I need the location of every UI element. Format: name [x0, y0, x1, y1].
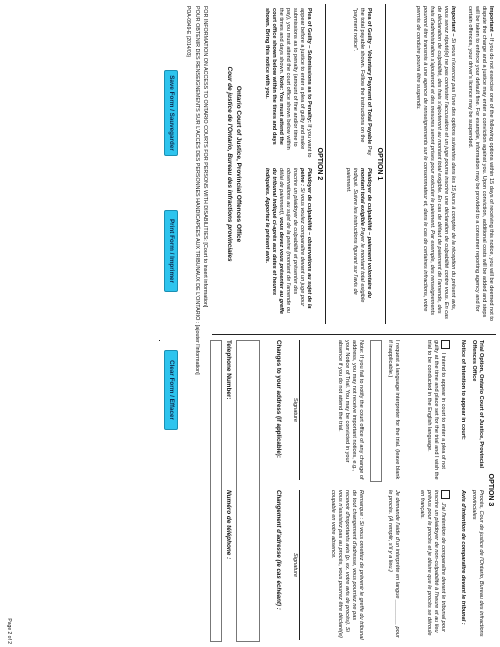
important-notice-fr: Important – Si vous n'exercez pas l'une des options suivantes dans les 15 jours à compter de la réception du présent avis, vous serez réputé(e) ne pas contester l'accusation et un juge pourra inscrire une déclaration de culpabilité contre vous. En cas de déclaration de culpabilité, des frais s'ajouteront au montant total exigible. En cas de défaut de paiement de l'amende, des frais d'administration s'ajouteront et des mesures seront prises pour exécuter le paiement. Par exemple, des renseignements pourront être transmis à une agence de renseignements sur le consommateur et, dans le cas de certaines infractions, votre permis de conduire pourra être suspendu.: [415, 6, 456, 319]
interpreter-request-fr: Je demande l'aide d'un interprète en langue ________ pour le procès. (À remplir, s'il y a lieu.): [387, 490, 400, 638]
notice-intention-fr: Avis d'intention de comparaître devant le tribunal :: [460, 490, 466, 625]
accessibility-fr: POUR OBTENIR DES RENSEIGNEMENTS SUR L'ACCÈS DES PERSONNES HANDICAPÉES AUX TRIBUNAUX DE L'ONTARIO : [ajouter l'information]: [194, 6, 200, 375]
court-office-en: Ontario Court of Justice, Provincial Offences Office: [235, 85, 242, 243]
court-office-fr: Cour de justice de l'Ontario, Bureau des infractions provinciales: [226, 66, 233, 262]
address-change-fr: Changement d'adresse (le cas échéant) :: [275, 490, 282, 610]
vertical-divider: [212, 334, 496, 335]
trial-option-en: Trial Option, Ontario Court of Justice, Provincial Offences Office: [471, 340, 484, 469]
option1-fr: Plaidoyer de culpabilité – paiement volontaire du montant total exigible Payer le montant total exigible indiqué. Suivre les instructions figurant sur l'avis de paiement.: [345, 168, 372, 303]
address-change-en: Changes to your address (if applicable):: [275, 340, 282, 458]
interpreter-request-en: I request a language interpreter for the trial. (leave blank if inapplicable.): [387, 340, 400, 480]
save-form-button[interactable]: Save Form / Sauvegarder: [164, 70, 178, 156]
note-en: Note: If you fail to notify the court office of any change of address, you may not receive important notices, e.g., your Notice of Trial. You may be convicted in your absence if you do not attend the trial.: [337, 340, 364, 480]
french-trial-checkbox[interactable]: [441, 490, 450, 499]
signature-line-fr: [299, 490, 300, 640]
divider: [325, 4, 326, 324]
signature-label-fr: Signature: [292, 553, 298, 577]
important-notice-en: Important – If you do not exercise one of the following options within 15 days of receiving this notice, you will be deemed not to dispute the charge and a justice may enter a conviction against you. Upon conviction, additional costs will be added and steps will be taken to enforce your default fine. For example, information may be provided to a consumer reporting agency and for certain offences, your driver's licence may be suspended.: [467, 6, 494, 321]
english-trial-choice[interactable]: I intend to appear in court to enter a plea of not guilty at the time and place set for the trial and I wish the trial to be conducted in the English language.: [425, 340, 450, 482]
telephone-label-fr: Numéro de téléphone :: [225, 490, 232, 560]
accessibility-en: FOR INFORMATION ON ACCESS TO ONTARIO COURTS FOR PERSONS WITH DISABILITIES: [Court to insert information]: [202, 6, 208, 308]
form-code: POA-0949-E (2014/03): [185, 6, 191, 58]
english-trial-checkbox[interactable]: [441, 340, 450, 349]
signature-line-en: [299, 340, 300, 480]
page-number: Page 2 of 2: [6, 618, 12, 644]
option1-en: Plea of Guilty – Voluntary Payment of Total Payable Pay the total payable shown. Follow the instructions on the "payment notice".: [352, 8, 372, 156]
option3-title: OPTION 3: [487, 473, 494, 507]
signature-label-en: Signature: [292, 398, 298, 422]
clear-form-button[interactable]: Clear Form / Effacer: [164, 350, 178, 430]
spacer: [159, 340, 160, 341]
trial-option-fr: Procès, Cour de justice de l'Ontario, Bureau des infractions provinciales: [471, 490, 484, 637]
divider: [385, 4, 386, 324]
option1-title: OPTION 1: [376, 147, 383, 181]
note-fr: Remarque : Si vous omettez de prévenir le greffe du tribunal de tout changement d'adresse, vous pourriez ne pas recevoir d'importants avis (p. ex. votre avis de procès). Si vous n'assistez pas au procès, vous pourrez être déclaré(e) coupable en votre absence.: [330, 490, 364, 640]
telephone-label-en: Telephone Number:: [225, 340, 232, 400]
interpreter-language-field[interactable]: [370, 340, 382, 482]
print-form-button[interactable]: Print Form / Imprimer: [164, 210, 178, 292]
option2-fr: Plaidoyer de culpabilité – observations au sujet de la peine : Si vous voulez comparaître devant un juge pour inscrire un plaidoyer de culpabilité et présenter des observations au sujet de la peine (montant de l'amende ou délai de paiement), vous devez vous présenter au greffe du tribunal indiqué ci-après aux dates et heures indiquées. Apportez le présent avis.: [264, 168, 312, 315]
french-trial-choice[interactable]: J'ai l'intention de comparaître devant le tribunal pour inscrire un plaidoyer de non-culpabilité à l'heure et au lieu prévus pour le procès et je désire que le procès se déroule en français.: [418, 490, 450, 640]
option2-title: OPTION 2: [316, 147, 323, 181]
notice-intention-en: Notice of Intention to appear in court:: [460, 340, 466, 440]
option2-en: Plea of Guilty – Submissions as to Penalty: If you want to appear before a justice to enter a plea of guilty and make submissions as to penalty (amount of fine and/or time to pay), you must attend the court office shown below within the times and days shown. Note: You must attend the court office shown below within the times and days shown. Bring this notice with you.: [264, 8, 312, 158]
address-field[interactable]: [236, 340, 260, 642]
telephone-field[interactable]: [210, 340, 222, 642]
